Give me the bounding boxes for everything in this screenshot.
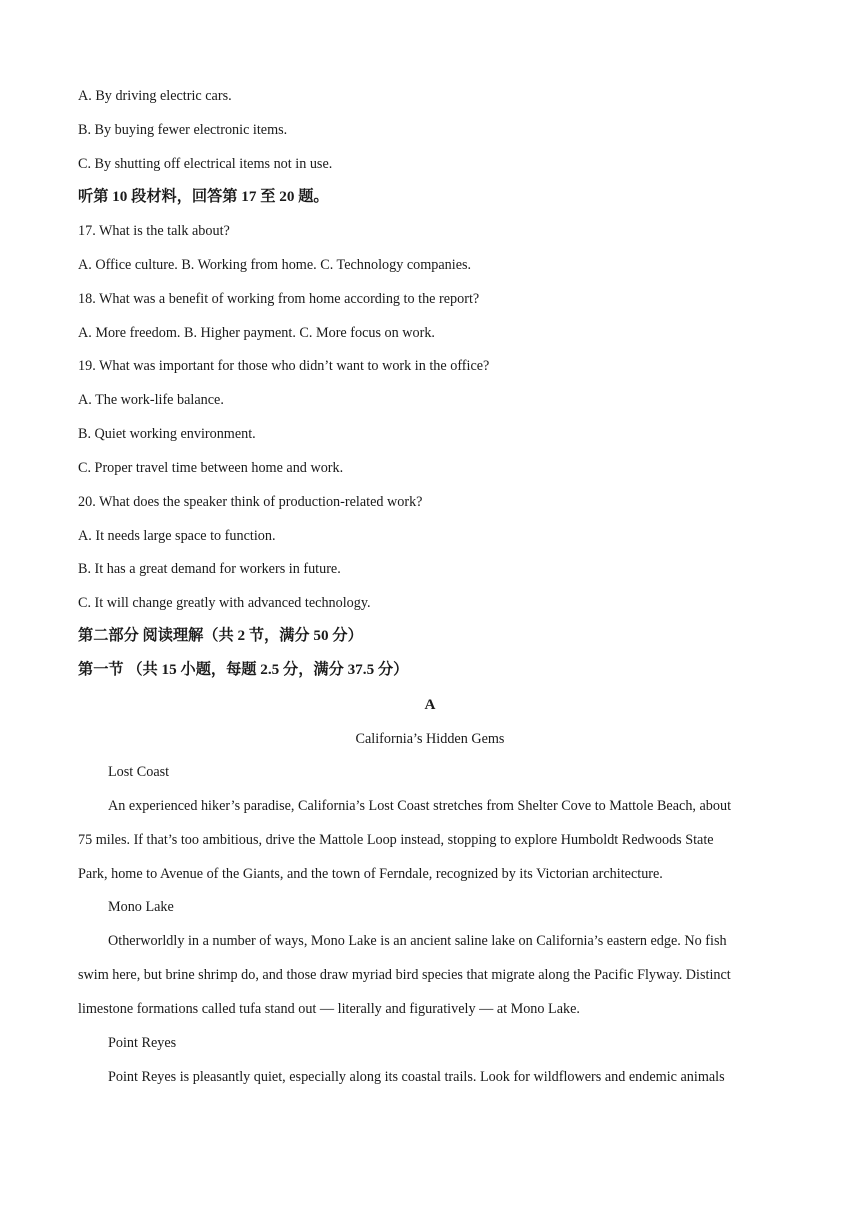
lost-coast-line-3: Park, home to Avenue of the Giants, and the town of Ferndale, recognized by its Victorian architecture.: [78, 866, 663, 882]
q20-option-c: C. It will change greatly with advanced technology.: [78, 595, 371, 611]
subheading-lost-coast: Lost Coast: [108, 764, 170, 780]
subheading-point-reyes: Point Reyes: [108, 1035, 177, 1051]
question-17: 17. What is the talk about?: [78, 223, 230, 239]
q16-option-c: C. By shutting off electrical items not in use.: [78, 156, 333, 172]
q20-option-a: A. It needs large space to function.: [78, 528, 276, 544]
mono-lake-line-3: limestone formations called tufa stand out — literally and figuratively — at Mono Lake.: [78, 1001, 580, 1017]
q16-option-a: A. By driving electric cars.: [78, 88, 232, 104]
point-reyes-line-1: Point Reyes is pleasantly quiet, especially along its coastal trails. Look for wildflowers and endemic animals: [108, 1069, 725, 1085]
q19-option-c: C. Proper travel time between home and work.: [78, 460, 344, 476]
question-19: 19. What was important for those who didn’t want to work in the office?: [78, 358, 490, 374]
mono-lake-line-1: Otherworldly in a number of ways, Mono Lake is an ancient saline lake on California’s eastern edge. No fish: [108, 933, 727, 949]
mono-lake-line-2: swim here, but brine shrimp do, and those draw myriad bird species that migrate along the Pacific Flyway. Distinct: [78, 967, 731, 983]
passage-letter: A: [424, 696, 436, 713]
q20-option-b: B. It has a great demand for workers in future.: [78, 561, 341, 577]
q16-option-b: B. By buying fewer electronic items.: [78, 122, 288, 138]
lost-coast-line-1: An experienced hiker’s paradise, California’s Lost Coast stretches from Shelter Cove to Mattole Beach, about: [108, 798, 732, 814]
q18-options: A. More freedom. B. Higher payment. C. More focus on work.: [78, 325, 435, 341]
section-instruction-10: 听第 10 段材料，回答第 17 至 20 题。: [78, 188, 329, 205]
q19-option-a: A. The work-life balance.: [78, 392, 224, 408]
q17-options: A. Office culture. B. Working from home. C. Technology companies.: [78, 257, 472, 273]
q19-option-b: B. Quiet working environment.: [78, 426, 256, 442]
passage-title: California’s Hidden Gems: [355, 731, 505, 747]
question-18: 18. What was a benefit of working from home according to the report?: [78, 291, 480, 307]
lost-coast-line-2: 75 miles. If that’s too ambitious, drive the Mattole Loop instead, stopping to explore Humboldt Redwoods State: [78, 832, 714, 848]
subheading-mono-lake: Mono Lake: [108, 899, 174, 915]
question-20: 20. What does the speaker think of production-related work?: [78, 494, 423, 510]
part-two-heading: 第二部分 阅读理解（共 2 节，满分 50 分）: [78, 627, 363, 644]
section-one-heading: 第一节 （共 15 小题，每题 2.5 分，满分 37.5 分）: [78, 661, 409, 678]
